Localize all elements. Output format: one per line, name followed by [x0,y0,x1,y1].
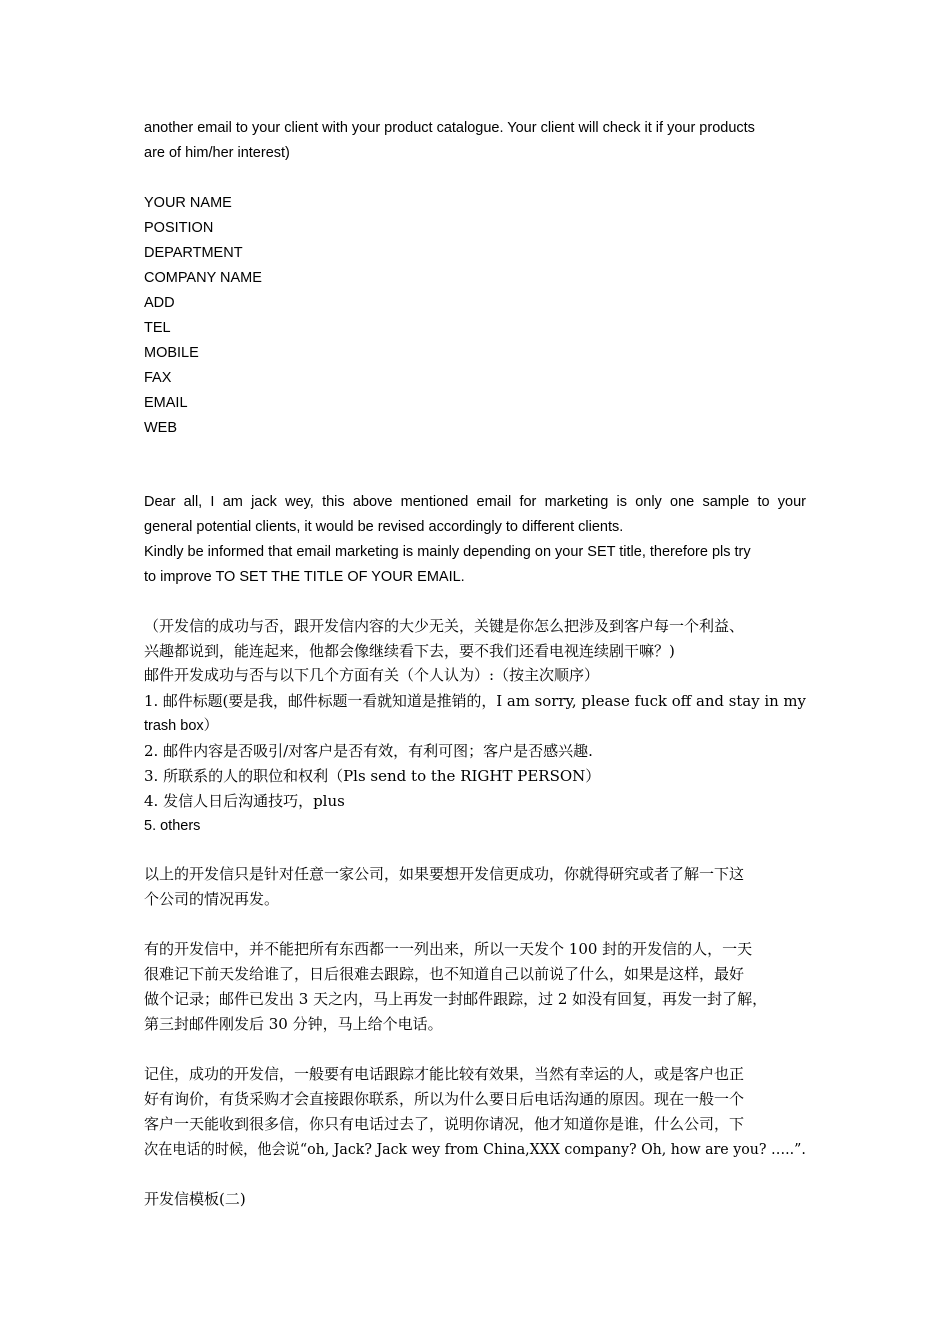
para3-line-1: 记住，成功的开发信，一般要有电话跟踪才能比较有效果，当然有幸运的人，或是客户也正 [144,1065,745,1083]
para1-line-2: 个公司的情况再发。 [144,890,280,908]
para2-line-4: 第三封邮件刚发后 30 分钟，马上给个电话。 [144,1015,443,1033]
list-item-3: 3. 所联系的人的职位和权利（Pls send to the RIGHT PERSON） [144,767,601,785]
signature-name: YOUR NAME [144,195,232,211]
para3-line-4: 次在电话的时候，他会说“oh, Jack? Jack wey from China,XXX company? Oh, how are you? …..”. [144,1140,806,1158]
para1-line-1: 以上的开发信只是针对任意一家公司，如果要想开发信更成功，你就得研究或者了解一下这 [144,865,745,883]
signature-company: COMPANY NAME [144,270,262,286]
intro-line-2: are of him/her interest) [144,145,290,161]
note-en-line-4: to improve TO SET THE TITLE OF YOUR EMAIL. [144,569,465,585]
para2-line-2: 很难记下前天发给谁了，日后很难去跟踪，也不知道自己以前说了什么，如果是这样，最好 [144,965,745,983]
signature-department: DEPARTMENT [144,245,243,261]
para2-line-1: 有的开发信中，并不能把所有东西都一一列出来，所以一天发个 100 封的开发信的人，一天 [144,940,753,958]
signature-position: POSITION [144,220,214,236]
intro-line-1: another email to your client with your product catalogue. Your client will check it if your products [144,120,755,136]
note-en-line-2: general potential clients, it would be revised accordingly to different clients. [144,519,624,535]
list-item-4: 4. 发信人日后沟通技巧，plus [144,792,345,810]
signature-fax: FAX [144,370,172,386]
list-item-1b: trash box） [144,718,219,734]
list-item-5: 5. others [144,818,201,834]
note-cn-line-2: 兴趣都说到，能连起来，他都会像继续看下去，要不我们还看电视连续剧干嘛？) [144,642,675,660]
note-cn-line-1: （开发信的成功与否，跟开发信内容的大少无关，关键是你怎么把涉及到客户每一个利益、 [144,617,745,635]
para2-line-3: 做个记录；邮件已发出 3 天之内，马上再发一封邮件跟踪，过 2 如没有回复，再发一封了解， [144,990,768,1008]
note-en-line-3: Kindly be informed that email marketing is mainly depending on your SET title, therefore pls try [144,544,751,560]
section-heading: 开发信模板(二) [144,1190,246,1208]
signature-email: EMAIL [144,395,188,411]
note-en-line-1: Dear all, I am jack wey, this above mentioned email for marketing is only one sample to your [144,494,806,510]
signature-tel: TEL [144,320,171,336]
list-item-2: 2. 邮件内容是否吸引/对客户是否有效，有利可图；客户是否感兴趣. [144,742,593,760]
para3-line-2: 好有询价，有货采购才会直接跟你联系，所以为什么要日后电话沟通的原因。现在一般一个 [144,1090,745,1108]
signature-address: ADD [144,295,175,311]
signature-mobile: MOBILE [144,345,199,361]
note-cn-line-3: 邮件开发成功与否与以下几个方面有关（个人认为）:（按主次顺序） [144,666,600,684]
list-item-1a: 1. 邮件标题(要是我，邮件标题一看就知道是推销的，I am sorry, please fuck off and stay in my [144,692,806,710]
para3-line-3: 客户一天能收到很多信，你只有电话过去了，说明你请况，他才知道你是谁，什么公司，下 [144,1115,745,1133]
signature-web: WEB [144,420,178,436]
